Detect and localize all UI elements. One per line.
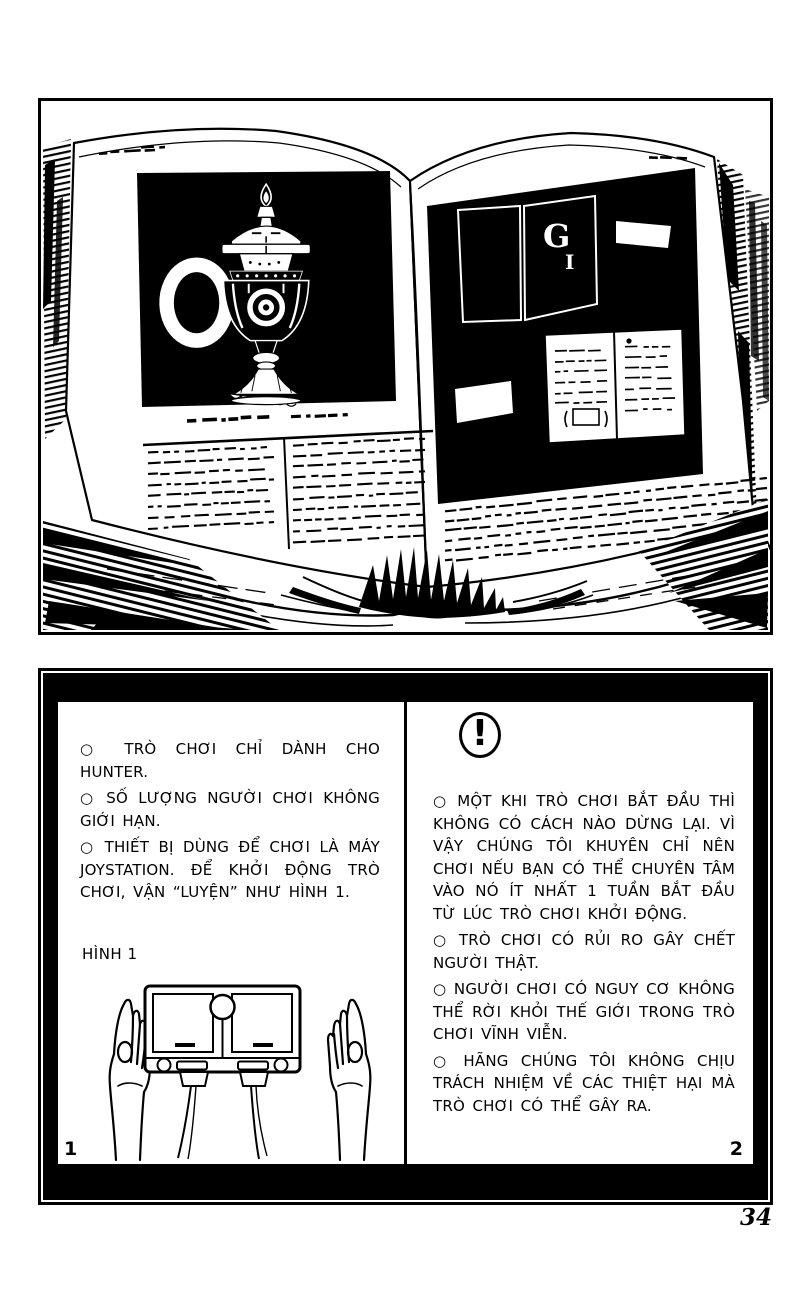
booklet-page-number-1: 1	[64, 1138, 78, 1160]
rule-item: ○ MỘT KHI TRÒ CHƠI BẮT ĐẦU THÌ KHÔNG CÓ CÁCH NÀO DỪNG LẠI. VÌ VẬY CHÚNG TÔI KHUYÊN CHỈ NÊN CHƠI NẾU BẠN CÓ THỂ CHUYÊN TÂM VÀO NÓ ÍT NHẤT 1 TUẦN BẮT ĐẦU TỪ LÚC TRÒ CHƠI KHỞI ĐỘNG.	[433, 792, 735, 923]
console-cable-left	[178, 1086, 191, 1158]
rules-list-page-2	[433, 790, 735, 1121]
warning-icon	[459, 712, 501, 758]
figure-1-label: HÌNH 1	[82, 945, 138, 963]
gi-logo-g: G	[543, 217, 571, 255]
booklet-page-number-2: 2	[729, 1138, 743, 1160]
rule-item: ○ SỐ LƯỢNG NGƯỜI CHƠI KHÔNG GIỚI HẠN.	[80, 789, 380, 830]
console-right-label	[253, 1043, 273, 1047]
instruction-page-2	[407, 702, 753, 1164]
instruction-booklet-spread	[58, 702, 753, 1164]
rule-item: ○ TRÒ CHƠI CÓ RỦI RO GÂY CHẾT NGƯỜI THẬT.	[433, 931, 735, 972]
console-button-right	[275, 1059, 288, 1072]
manga-panel-open-book	[38, 98, 773, 635]
greed-island-booklet	[458, 196, 597, 322]
rules-list-page-1	[80, 738, 380, 908]
booklet-center-divider	[404, 702, 407, 1164]
manga-page-number: 34	[739, 1204, 772, 1231]
console-cable-right	[251, 1086, 259, 1159]
rule-item: ○ NGƯỜI CHƠI CÓ NGUY CƠ KHÔNG THỂ RỜI KHỎI THẾ GIỚI TRONG TRÒ CHƠI VĨNH VIỄN.	[433, 980, 735, 1043]
rule-item: ○ THIẾT BỊ DÙNG ĐỂ CHƠI LÀ MÁY JOYSTATION. ĐỂ KHỞI ĐỘNG TRÒ CHƠI, VẬN “LUYỆN” NHƯ HÌNH 1.	[80, 838, 380, 901]
rule-item: ○ HÃNG CHÚNG TÔI KHÔNG CHỊU TRÁCH NHIỆM VỀ CÁC THIỆT HẠI MÀ TRÒ CHƠI CÓ THỂ GÂY RA.	[433, 1051, 735, 1115]
instruction-page-1	[58, 702, 404, 1164]
right-page-plate	[427, 168, 703, 504]
console-button-left	[158, 1059, 171, 1072]
urn-illustration	[137, 171, 396, 407]
joystation-console	[145, 986, 300, 1159]
console-left-label	[175, 1043, 195, 1047]
right-page-header-scribble	[649, 157, 687, 158]
instruction-booklet-thumbnail	[545, 329, 685, 443]
rule-item: ○ TRÒ CHƠI CHỈ DÀNH CHO HUNTER.	[80, 740, 380, 781]
open-book-illustration	[41, 101, 770, 632]
manga-panel-instructions	[38, 668, 773, 1205]
console-dial	[211, 995, 235, 1019]
warning-exclamation-mark: !	[471, 712, 489, 754]
joystation-figure	[84, 974, 396, 1164]
gi-logo-i: I	[565, 250, 575, 274]
